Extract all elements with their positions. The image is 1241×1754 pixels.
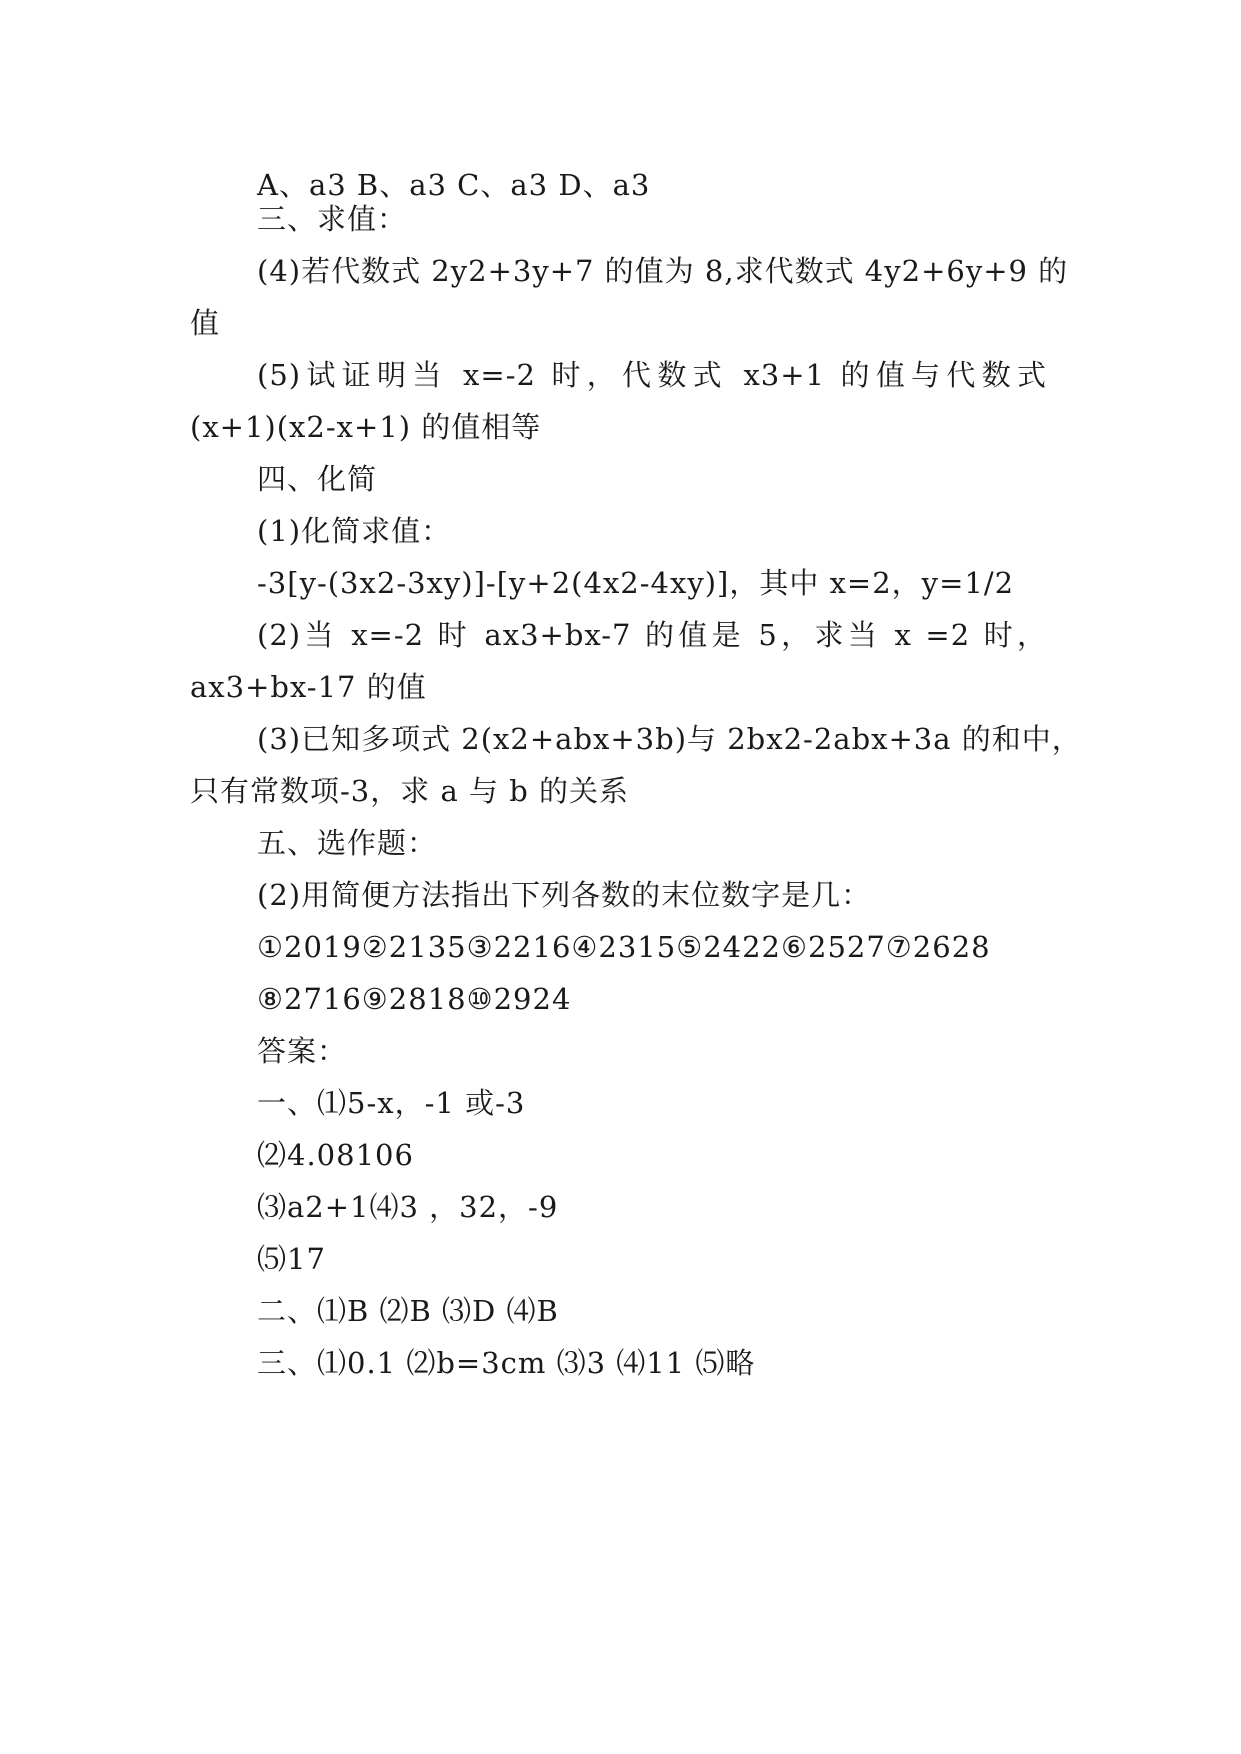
simplify-question-3-line-2: 只有常数项-3，求 a 与 b 的关系 [190,774,629,808]
answer-section-1-line-3: ⑶a2+1⑷3 ，32，-9 [257,1190,559,1224]
question-4-line-2: 值 [190,306,221,340]
simplify-question-1: (1)化简求值： [257,514,452,548]
answer-section-2: 二、⑴B ⑵B ⑶D ⑷B [257,1294,559,1328]
question-4-line-1: (4)若代数式 2y2+3y+7 的值为 8,求代数式 4y2+6y+9 的 [257,254,1069,288]
section-heading-evaluate: 三、求值： [257,202,408,236]
numbers-list-line-2: ⑧2716⑨2818⑩2924 [257,982,572,1016]
answer-section-1-line-1: 一、⑴5-x，-1 或-3 [257,1086,526,1120]
numbers-list-line-1: ①2019②2135③2216④2315⑤2422⑥2527⑦2628 [257,930,991,964]
simplify-question-3-line-1: (3)已知多项式 2(x2+abx+3b)与 2bx2-2abx+3a 的和中， [257,722,1082,756]
simplify-expression: -3[y-(3x2-3xy)]-[y+2(4x2-4xy)]，其中 x=2，y=1/2 [257,566,1015,600]
question-5-line-1: (5)试证明当 x=-2 时，代数式 x3+1 的值与代数式 [257,358,1047,392]
answer-section-1-line-4: ⑸17 [257,1242,326,1276]
answer-section-3: 三、⑴0.1 ⑵b=3cm ⑶3 ⑷11 ⑸略 [257,1346,756,1380]
question-5-line-2: (x+1)(x2-x+1) 的值相等 [190,410,542,444]
simplify-question-2-line-1: (2)当 x=-2 时 ax3+bx-7 的值是 5，求当 x =2 时， [257,618,1047,652]
choice-options-line: A、a3 B、a3 C、a3 D、a3 [257,168,651,202]
section-heading-optional: 五、选作题： [257,826,438,860]
simplify-question-2-line-2: ax3+bx-17 的值 [190,670,427,704]
answers-heading: 答案： [257,1034,348,1068]
answer-section-1-line-2: ⑵4.08106 [257,1138,414,1172]
section-heading-simplify: 四、化简 [257,462,378,496]
optional-question-2: (2)用简便方法指出下列各数的末位数字是几： [257,878,872,912]
